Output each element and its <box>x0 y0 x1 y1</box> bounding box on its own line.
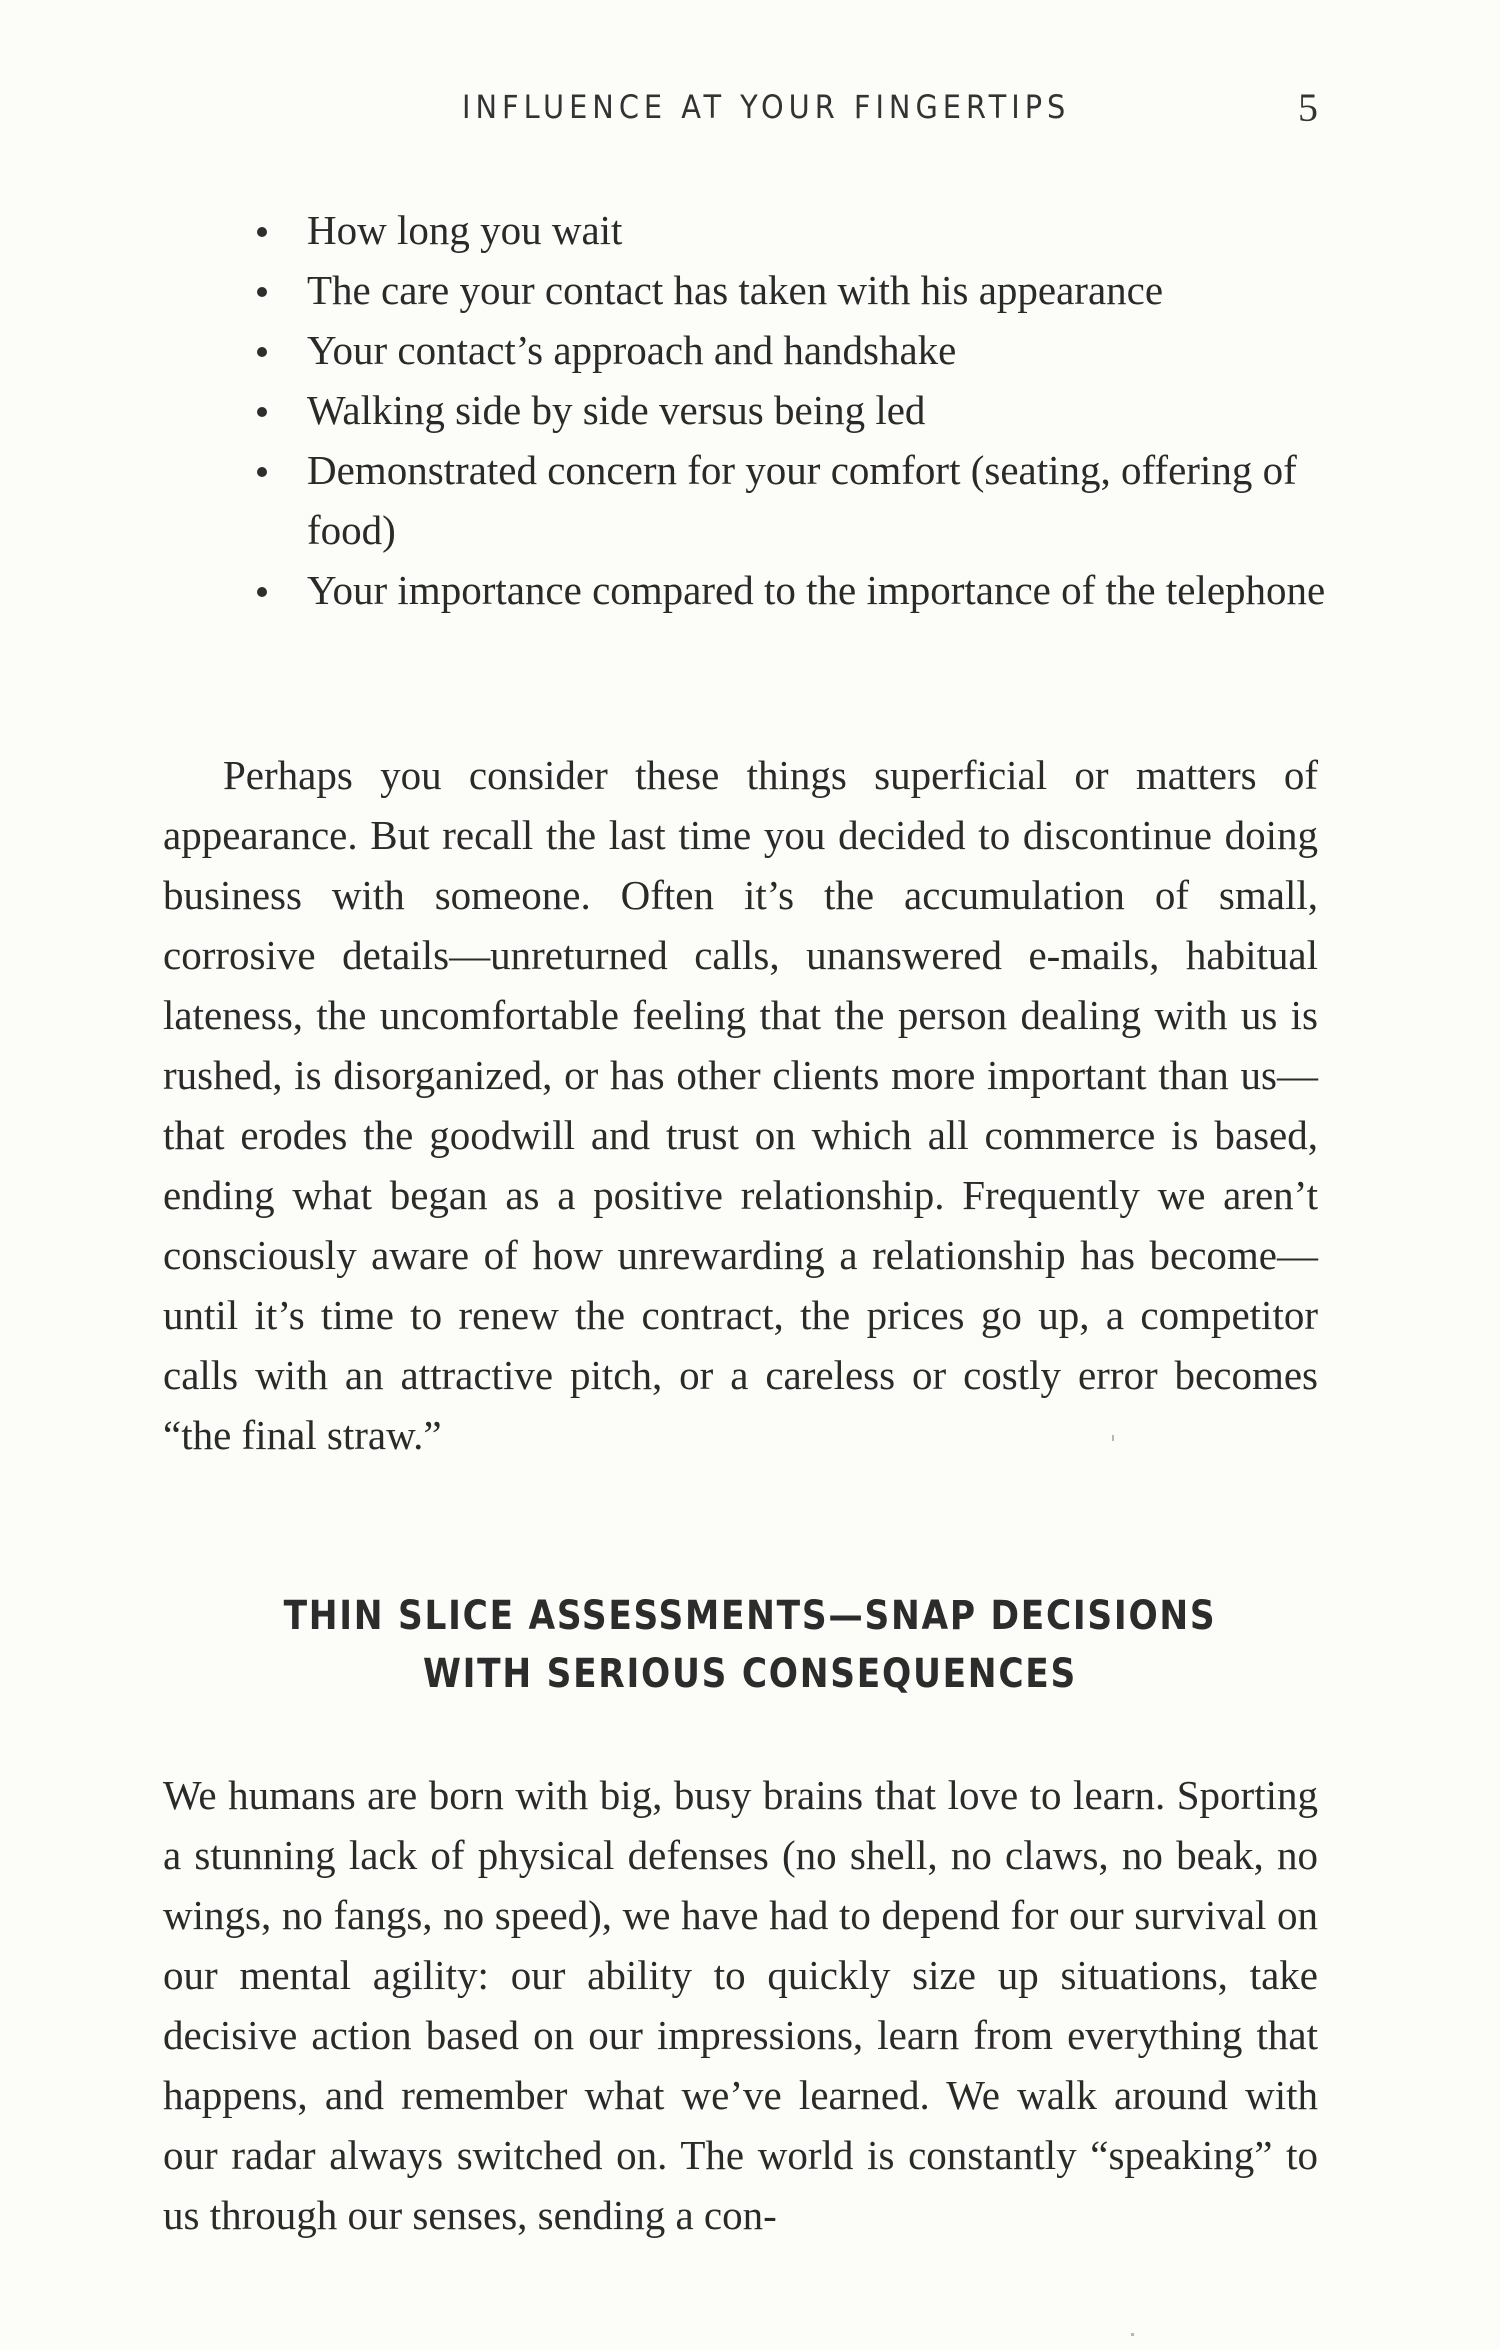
bullet-icon <box>257 407 267 417</box>
bullet-icon <box>257 287 267 297</box>
running-head <box>0 85 1500 138</box>
list-item <box>250 560 1330 620</box>
list-item <box>250 380 1330 440</box>
list-item-text: Demonstrated concern for your comfort (seating, offering of food) <box>307 447 1297 553</box>
bullet-icon <box>257 467 267 477</box>
scan-speck <box>1131 2333 1134 2336</box>
bullet-icon <box>257 347 267 357</box>
list-item-text: Your contact’s approach and handshake <box>307 327 957 373</box>
list-item-text: Your importance compared to the importance of the telephone <box>307 567 1326 613</box>
list-item-text: The care your contact has taken with his appearance <box>307 267 1164 313</box>
bullet-icon <box>257 227 267 237</box>
bullet-list <box>250 200 1330 620</box>
bullet-icon <box>257 587 267 597</box>
page-number: 5 <box>1298 85 1318 130</box>
scan-speck <box>1112 1435 1114 1441</box>
list-item <box>250 200 1330 260</box>
list-item <box>250 320 1330 380</box>
section-heading: THIN SLICE ASSESSMENTS—SNAP DECISIONS WITH SERIOUS CONSEQUENCES <box>283 1593 1217 1697</box>
list-item-text: Walking side by side versus being led <box>307 387 926 433</box>
running-title: INFLUENCE AT YOUR FINGERTIPS <box>462 88 1071 126</box>
body-paragraph: Perhaps you consider these things superficial or matters of appearance. But recall the last time you decided to discontinue doing business with someone. Often it’s the accumulation of small, corrosive details—unreturned calls, unanswered e-mails, habitual lateness, the uncomfortable feeling that the person dealing with us is rushed, is disorganized, or has other clients more important than us—that erodes the goodwill and trust on which all commerce is based, ending what began as a positive relationship. Frequently we aren’t consciously aware of how unrewarding a relationship has become—until it’s time to renew the contract, the prices go up, a competitor calls with an attractive pitch, or a careless or costly error becomes “the final straw.” <box>163 752 1318 1458</box>
list-item <box>250 260 1330 320</box>
list-item <box>250 440 1330 560</box>
list-item-text: How long you wait <box>307 207 623 253</box>
section-paragraph: We humans are born with big, busy brains that love to learn. Sporting a stunning lack of physical defenses (no shell, no claws, no beak, no wings, no fangs, no speed), we have had to depend for our survival on our mental agility: our ability to quickly size up situations, take decisive action based on our impressions, learn from everything that happens, and remember what we’ve learned. We walk around with our radar always switched on. The world is constantly “speaking” to us through our senses, sending a con- <box>163 1772 1318 2238</box>
